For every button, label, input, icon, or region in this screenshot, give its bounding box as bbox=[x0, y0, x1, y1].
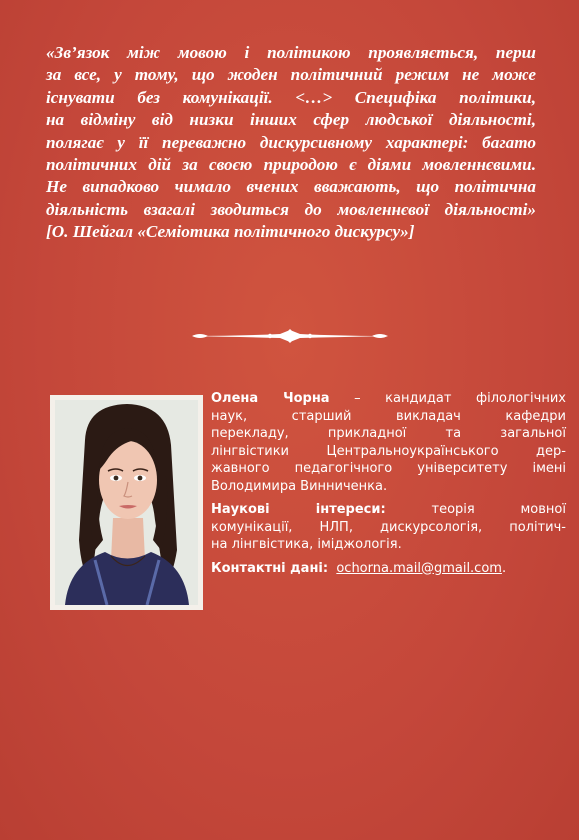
research-interests-line: на лінгвістика, іміджологія. bbox=[211, 537, 402, 552]
quote-line: на відміну від низки інших сфер людської діяльності, bbox=[46, 110, 536, 130]
epigraph-quote bbox=[46, 42, 536, 244]
email-link[interactable]: ochorna.mail@gmail.com bbox=[336, 560, 502, 576]
research-interests-label: Наукові інтереси: bbox=[211, 502, 386, 517]
research-interests-line: теорія мовної bbox=[385, 502, 566, 517]
author-description-line: жавного педагогічного університету імені bbox=[211, 461, 566, 476]
quote-line: Не випадково чимало вчених вважають, що політична bbox=[46, 177, 536, 197]
quote-line: полягає у її переважно дискурсивному характері: багато bbox=[46, 132, 536, 152]
author-description-line: наук, старший викладач кафедри bbox=[211, 408, 566, 424]
quote-line: діяльність взагалі зводиться до мовленнєвої діяльності» bbox=[46, 199, 536, 219]
author-description-line: лінгвістики Центральноукраїнського дер- bbox=[211, 443, 566, 459]
author-bio bbox=[211, 390, 566, 583]
author-name: Олена Чорна bbox=[211, 391, 330, 406]
email-suffix: . bbox=[501, 560, 507, 576]
ornament-divider-icon bbox=[190, 326, 390, 346]
portrait-illustration bbox=[55, 400, 198, 605]
author-photo bbox=[50, 395, 203, 610]
author-description-line: – кандидат філологічних bbox=[329, 391, 566, 406]
quote-line: «Зв’язок між мовою і політикою проявляється, перш bbox=[46, 43, 536, 62]
author-portrait-image bbox=[55, 400, 198, 605]
author-description-line: перекладу, прикладної та загальної bbox=[211, 426, 566, 441]
research-interests bbox=[211, 501, 566, 554]
research-interests-line: комунікації, НЛП, дискурсологія, політич- bbox=[211, 519, 566, 535]
author-description bbox=[211, 390, 566, 495]
contact-label: Контактні дані: bbox=[211, 560, 329, 576]
contact-info bbox=[211, 560, 566, 578]
quote-source: [О. Шейгал «Семіотика політичного дискурсу»] bbox=[46, 222, 415, 242]
author-description-line: Володимира Винниченка. bbox=[211, 478, 388, 494]
quote-line: за все, у тому, що жоден політичний режим не може bbox=[46, 65, 536, 85]
quote-line: політичних дій за своєю природою є діями мовленнєвими. bbox=[46, 155, 536, 175]
quote-line: існувати без комунікації. <…> Специфіка політики, bbox=[46, 87, 536, 107]
